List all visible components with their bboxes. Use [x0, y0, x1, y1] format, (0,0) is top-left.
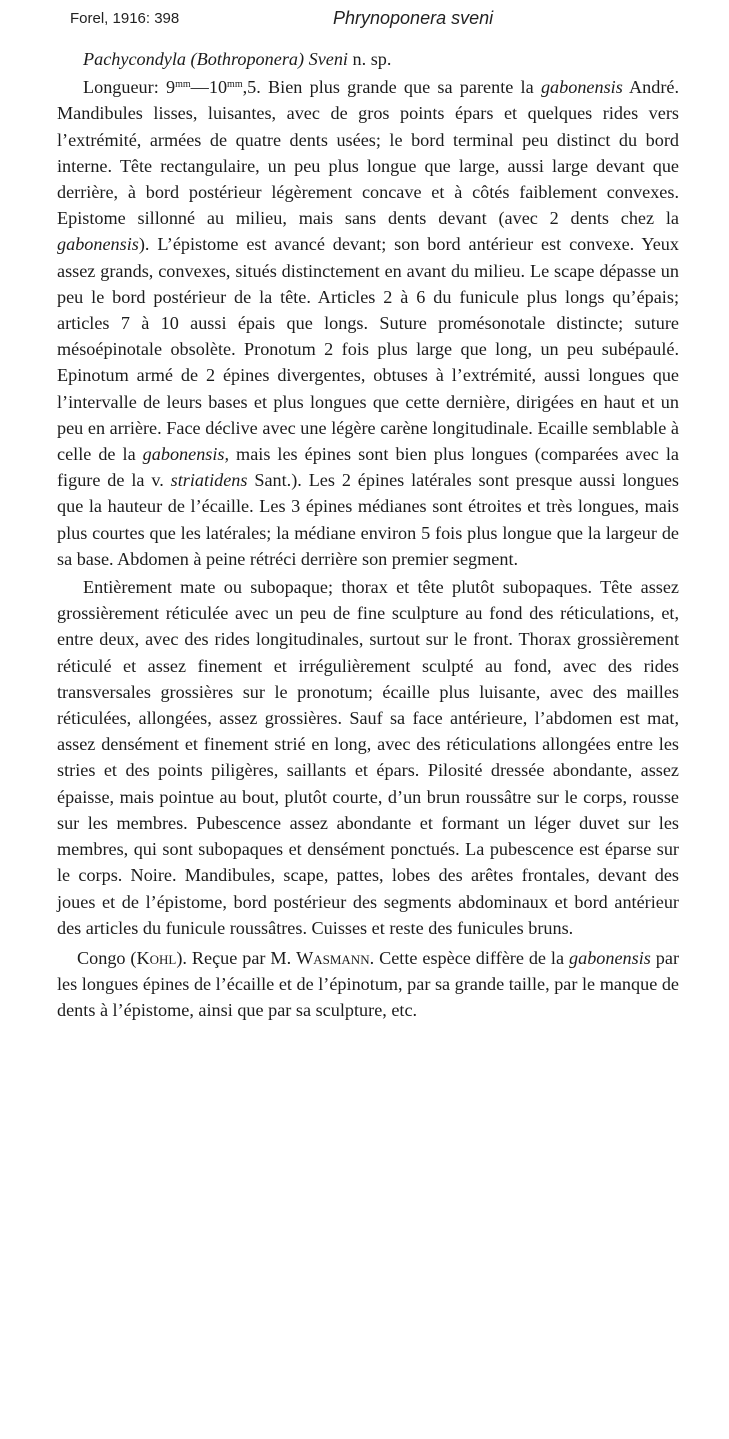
species-heading-suffix: n. sp.	[347, 49, 392, 69]
text-run: ,5. Bien plus grande que sa parente la	[242, 77, 541, 98]
text-run: ). Reçue par M.	[176, 947, 297, 968]
sender-name: Wasmann	[296, 947, 370, 968]
text-run: Longueur: 9	[83, 77, 176, 98]
unit-superscript: mm	[227, 79, 243, 91]
description-paragraph-3	[57, 945, 679, 1024]
italic-species: gabonensis	[57, 234, 139, 255]
text-run: —10	[190, 77, 228, 98]
unit-superscript: mm	[175, 79, 191, 91]
collector-name: Kohl	[136, 947, 177, 968]
italic-species: gabonensis	[569, 947, 651, 968]
italic-species: gabonensis	[540, 77, 623, 98]
text-run: par les longues épines de l’écaille et de l’épinotum, par sa grande taille, par le manque de dents à l’épistome, ainsi que par sa sculpture, etc.	[57, 947, 679, 1021]
italic-species: striatidens	[170, 470, 248, 491]
citation-label: Forel, 1916: 398	[70, 10, 180, 27]
text-run: Congo (	[77, 947, 137, 968]
description-paragraph-1	[57, 74, 679, 572]
document-body	[57, 46, 679, 1024]
species-label: Phrynoponera sveni	[333, 8, 494, 28]
page-header	[0, 10, 729, 34]
species-heading	[57, 46, 679, 72]
italic-species: gabonensis,	[142, 444, 230, 465]
description-paragraph-2: Entièrement mate ou subopaque; thorax et tête plutôt subopaques. Tête assez grossièrement réticulée avec un peu de fine sculpture au fond des réticulations, et, entre deux, avec des rides longitudinales, surtout sur le front. Thorax grossièrement réticulé et assez finement et irrégulièrement sculpté au fond, avec des rides transversales grossières sur le pronotum; écaille plus luisante, avec des mailles réticulées, allongées, assez grossières. Sauf sa face antérieure, l’abdomen est mat, assez densément et finement strié en long, avec des réticulations allongées entre les stries et des points piligères, saillants et épars. Pilosité dressée abondante, assez épaisse, mais pointue au bout, plutôt courte, d’un brun roussâtre sur le corps, rousse sur les membres. Pubescence assez abondante et formant un léger duvet sur les membres, qui sont subopaques et densément ponctués. La pubescence est éparse sur le corps. Noire. Mandibules, scape, pattes, lobes des arêtes frontales, devant des joues et de l’épistome, bord postérieur des segments abdominaux et bord antérieur des articles du funicule roussâtres. Cuisses et reste des funicules bruns.	[57, 577, 679, 938]
text-run: . Cette espèce diffère de la	[369, 947, 569, 968]
text-run: mais les épines sont bien plus longues (comparées avec la figure de la v.	[57, 444, 679, 491]
species-heading-name: Pachycondyla (Bothroponera) Sveni	[83, 49, 348, 69]
text-run: Sant.). Les 2 épines latérales sont presque aussi longues que la hauteur de l’écaille. Les 3 épines médianes sont étroites et très longues, mais plus courtes que les latérales; la médiane environ 5 fois plus longue que la largeur de sa base. Abdomen à peine rétréci derrière son premier segment.	[57, 470, 679, 569]
text-run: André. Mandibules lisses, luisantes, avec de gros points épars et quelques rides vers l’extrémité, armées de quatre dents usées; le bord terminal peu distinct du bord interne. Tête rectangulaire, un peu plus longue que large, aussi large devant que derrière, à bord postérieur légèrement concave et à côtés faiblement convexes. Epistome sillonné au milieu, mais sans dents devant (avec 2 dents chez la	[57, 77, 680, 229]
text-run: ). L’épistome est avancé devant; son bord antérieur est convexe. Yeux assez grands, convexes, situés distinctement en avant du milieu. Le scape dépasse un peu le bord postérieur de la tête. Articles 2 à 6 du funicule plus longs qu’épais; articles 7 à 10 aussi épais que longs. Suture promésonotale distincte; suture mésoépinotale obsolète. Pronotum 2 fois plus large que long, un peu subépaulé. Epinotum armé de 2 épines divergentes, obtuses à l’extrémité, aussi longues que l’intervalle de leurs bases et plus longues que cette dernière, dirigées en haut et un peu en arrière. Face déclive avec une légère carène longitudinale. Ecaille semblable à celle de la	[57, 234, 679, 465]
